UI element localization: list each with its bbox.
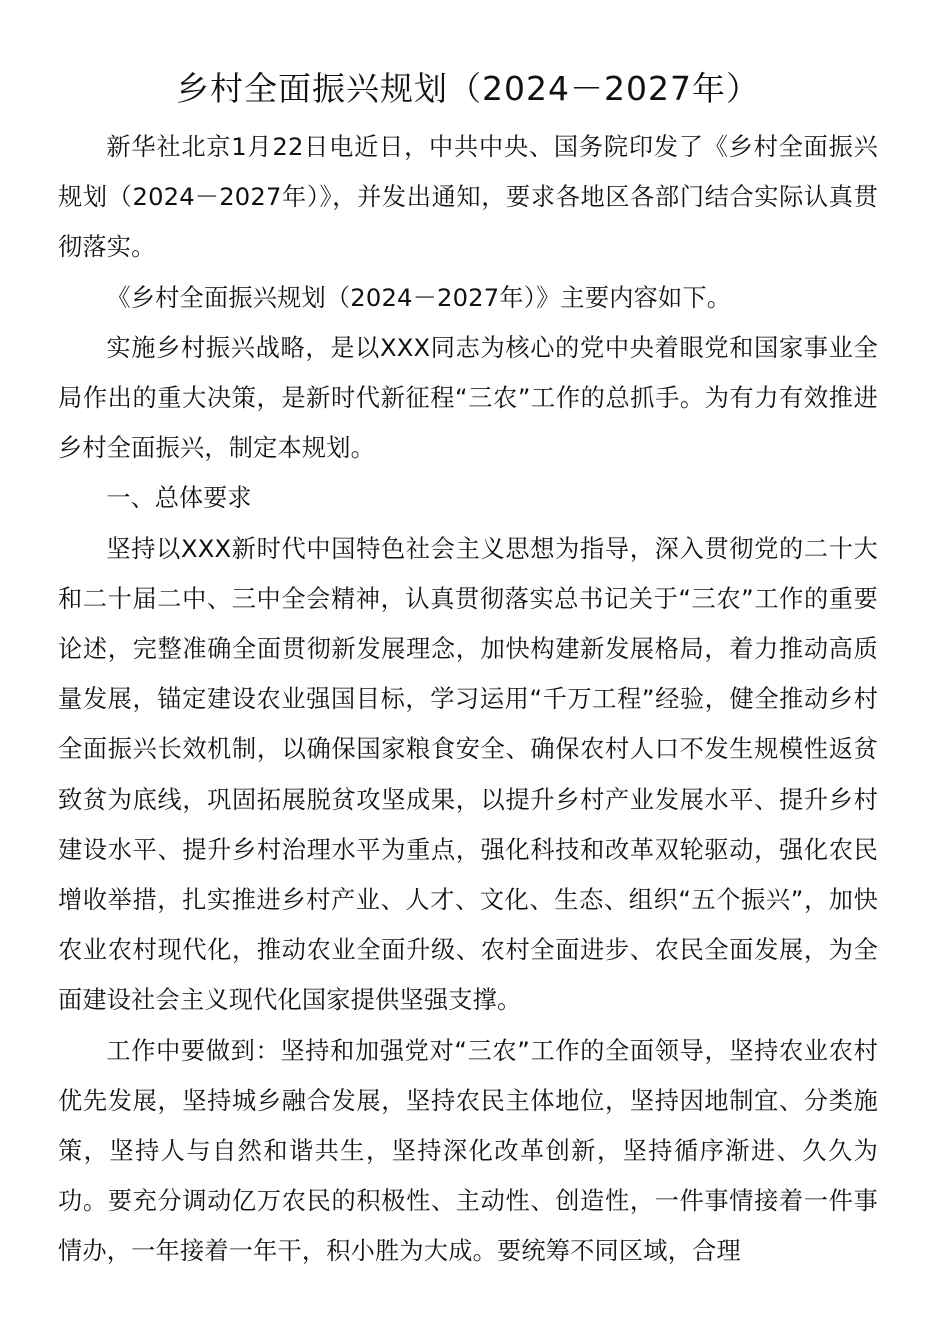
paragraph-news-lead: 新华社北京1月22日电近日，中共中央、国务院印发了《乡村全面振兴规划（2024－2027年）》，并发出通知，要求各地区各部门结合实际认真贯彻落实。 [58, 133, 878, 262]
section-heading-general-requirements: 一、总体要求 [106, 484, 252, 513]
document-body [58, 62, 878, 1277]
paragraph-guiding-principles: 坚持以XXX新时代中国特色社会主义思想为指导，深入贯彻党的二十大和二十届二中、三中全会精神，认真贯彻落实总书记关于“三农”工作的重要论述，完整准确全面贯彻新发展理念，加快构建新发展格局，着力推动高质量发展，锚定建设农业强国目标，学习运用“千万工程”经验，健全推动乡村全面振兴长效机制，以确保国家粮食安全、确保农村人口不发生规模性返贫致贫为底线，巩固拓展脱贫攻坚成果，以提升乡村产业发展水平、提升乡村建设水平、提升乡村治理水平为重点，强化科技和改革双轮驱动，强化农民增收举措，扎实推进乡村产业、人才、文化、生态、组织“五个振兴”，加快农业农村现代化，推动农业全面升级、农村全面进步、农民全面发展，为全面建设社会主义现代化国家提供坚强支撑。 [58, 534, 878, 1015]
document-title: 乡村全面振兴规划（2024－2027年） [176, 69, 760, 108]
paragraph-strategy: 实施乡村振兴战略，是以XXX同志为核心的党中央着眼党和国家事业全局作出的重大决策，是新时代新征程“三农”工作的总抓手。为有力有效推进乡村全面振兴，制定本规划。 [58, 333, 878, 463]
paragraph-work-requirements: 工作中要做到：坚持和加强党对“三农”工作的全面领导，坚持农业农村优先发展，坚持城乡融合发展，坚持农民主体地位，坚持因地制宜、分类施策，坚持人与自然和谐共生，坚持深化改革创新，坚持循序渐进、久久为功。要充分调动亿万农民的积极性、主动性、创造性，一件事情接着一件事情办，一年接着一年干，积小胜为大成。要统筹不同区域，合理 [58, 1036, 878, 1266]
paragraph-content-intro: 《乡村全面振兴规划（2024－2027年）》主要内容如下。 [106, 283, 732, 312]
